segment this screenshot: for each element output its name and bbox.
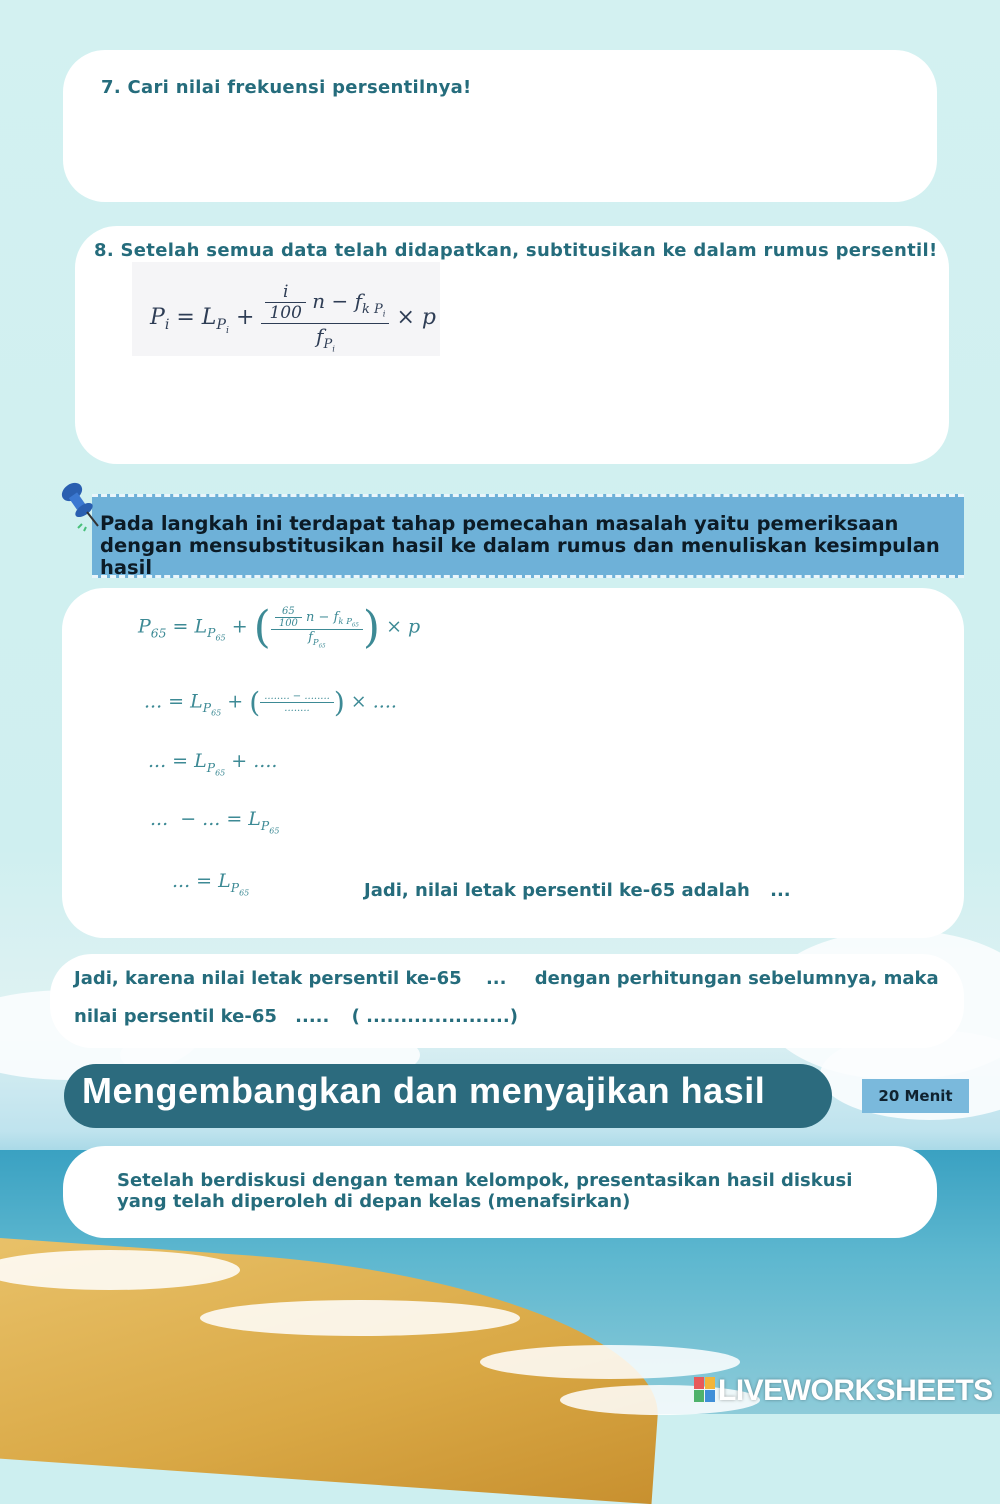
final-line-1	[74, 968, 939, 989]
wave-foam	[200, 1300, 520, 1336]
question-8-text: 8. Setelah semua data telah didapatkan, subtitusikan ke dalam rumus persentil!	[94, 240, 938, 261]
banner-text: Pada langkah ini terdapat tahap pemecahan masalah yaitu pemeriksaan dengan mensubstitusikan hasil ke dalam rumus dan menuliskan kesimpulan hasil	[100, 512, 940, 579]
final-line-2	[74, 1006, 518, 1027]
final-line-1-text-b: dengan perhitungan sebelumnya, maka	[534, 968, 939, 989]
formula-line-5: ... = $L_{P_{65}}$	[172, 870, 250, 898]
section-title-bar	[64, 1064, 832, 1128]
formula-line-3: ... = $L_{P_{65}}$ + ....	[148, 750, 278, 778]
pushpin-icon	[58, 480, 102, 532]
formula-line-4: ... − ... = $L_{P_{65}}$	[150, 808, 280, 836]
formula-line-2: ... = $L_{P_{65}}$ + ( $\frac{........ - ........}{........}$ ) × ....	[144, 686, 397, 719]
final-line-1-text-a: Jadi, karena nilai letak persentil ke-65	[74, 968, 462, 989]
liveworksheets-logo-icon	[694, 1377, 716, 1403]
time-badge: 20 Menit	[862, 1079, 969, 1113]
final-line-2-text: nilai persentil ke-65	[74, 1006, 277, 1027]
conclusion-label: Jadi, nilai letak persentil ke-65 adalah	[364, 880, 750, 901]
conclusion-answer-field[interactable]: ...	[770, 880, 791, 901]
instruction-banner	[92, 494, 964, 578]
brand-name: LIVEWORKSHEETS	[718, 1374, 993, 1407]
calculation-card	[62, 588, 964, 938]
final-conclusion-card	[50, 954, 964, 1048]
percentile-parenthesis-field[interactable]: ( .....................)	[351, 1006, 518, 1027]
formula-line-1: $P_{65} = L_{P_{65}}$ + ( $\frac{65}{100}$ $n - f_{k P_{65}}$ $f_{P_{65}}$ ) × p	[138, 602, 421, 653]
liveworksheets-brand[interactable]	[694, 1374, 993, 1408]
conclusion-text	[364, 880, 791, 901]
presentation-card	[63, 1146, 937, 1238]
question-7-text: 7. Cari nilai frekuensi persentilnya!	[101, 77, 472, 98]
section-title: Mengembangkan dan menyajikan hasil	[82, 1070, 766, 1111]
presentation-text: Setelah berdiskusi dengan teman kelompok, presentasikan hasil diskusi yang telah diperoleh di depan kelas (menafsirkan)	[117, 1170, 853, 1212]
question-7-card	[63, 50, 937, 202]
percentile-formula-image: $P_i = L_{P_i}$ + $\frac{i}{100}$ $n - f_{k P_i}$ $f_{P_i}$ × p	[132, 262, 440, 356]
percentile-answer-field[interactable]: .....	[295, 1006, 330, 1027]
comparison-answer-field[interactable]: ...	[485, 968, 507, 989]
